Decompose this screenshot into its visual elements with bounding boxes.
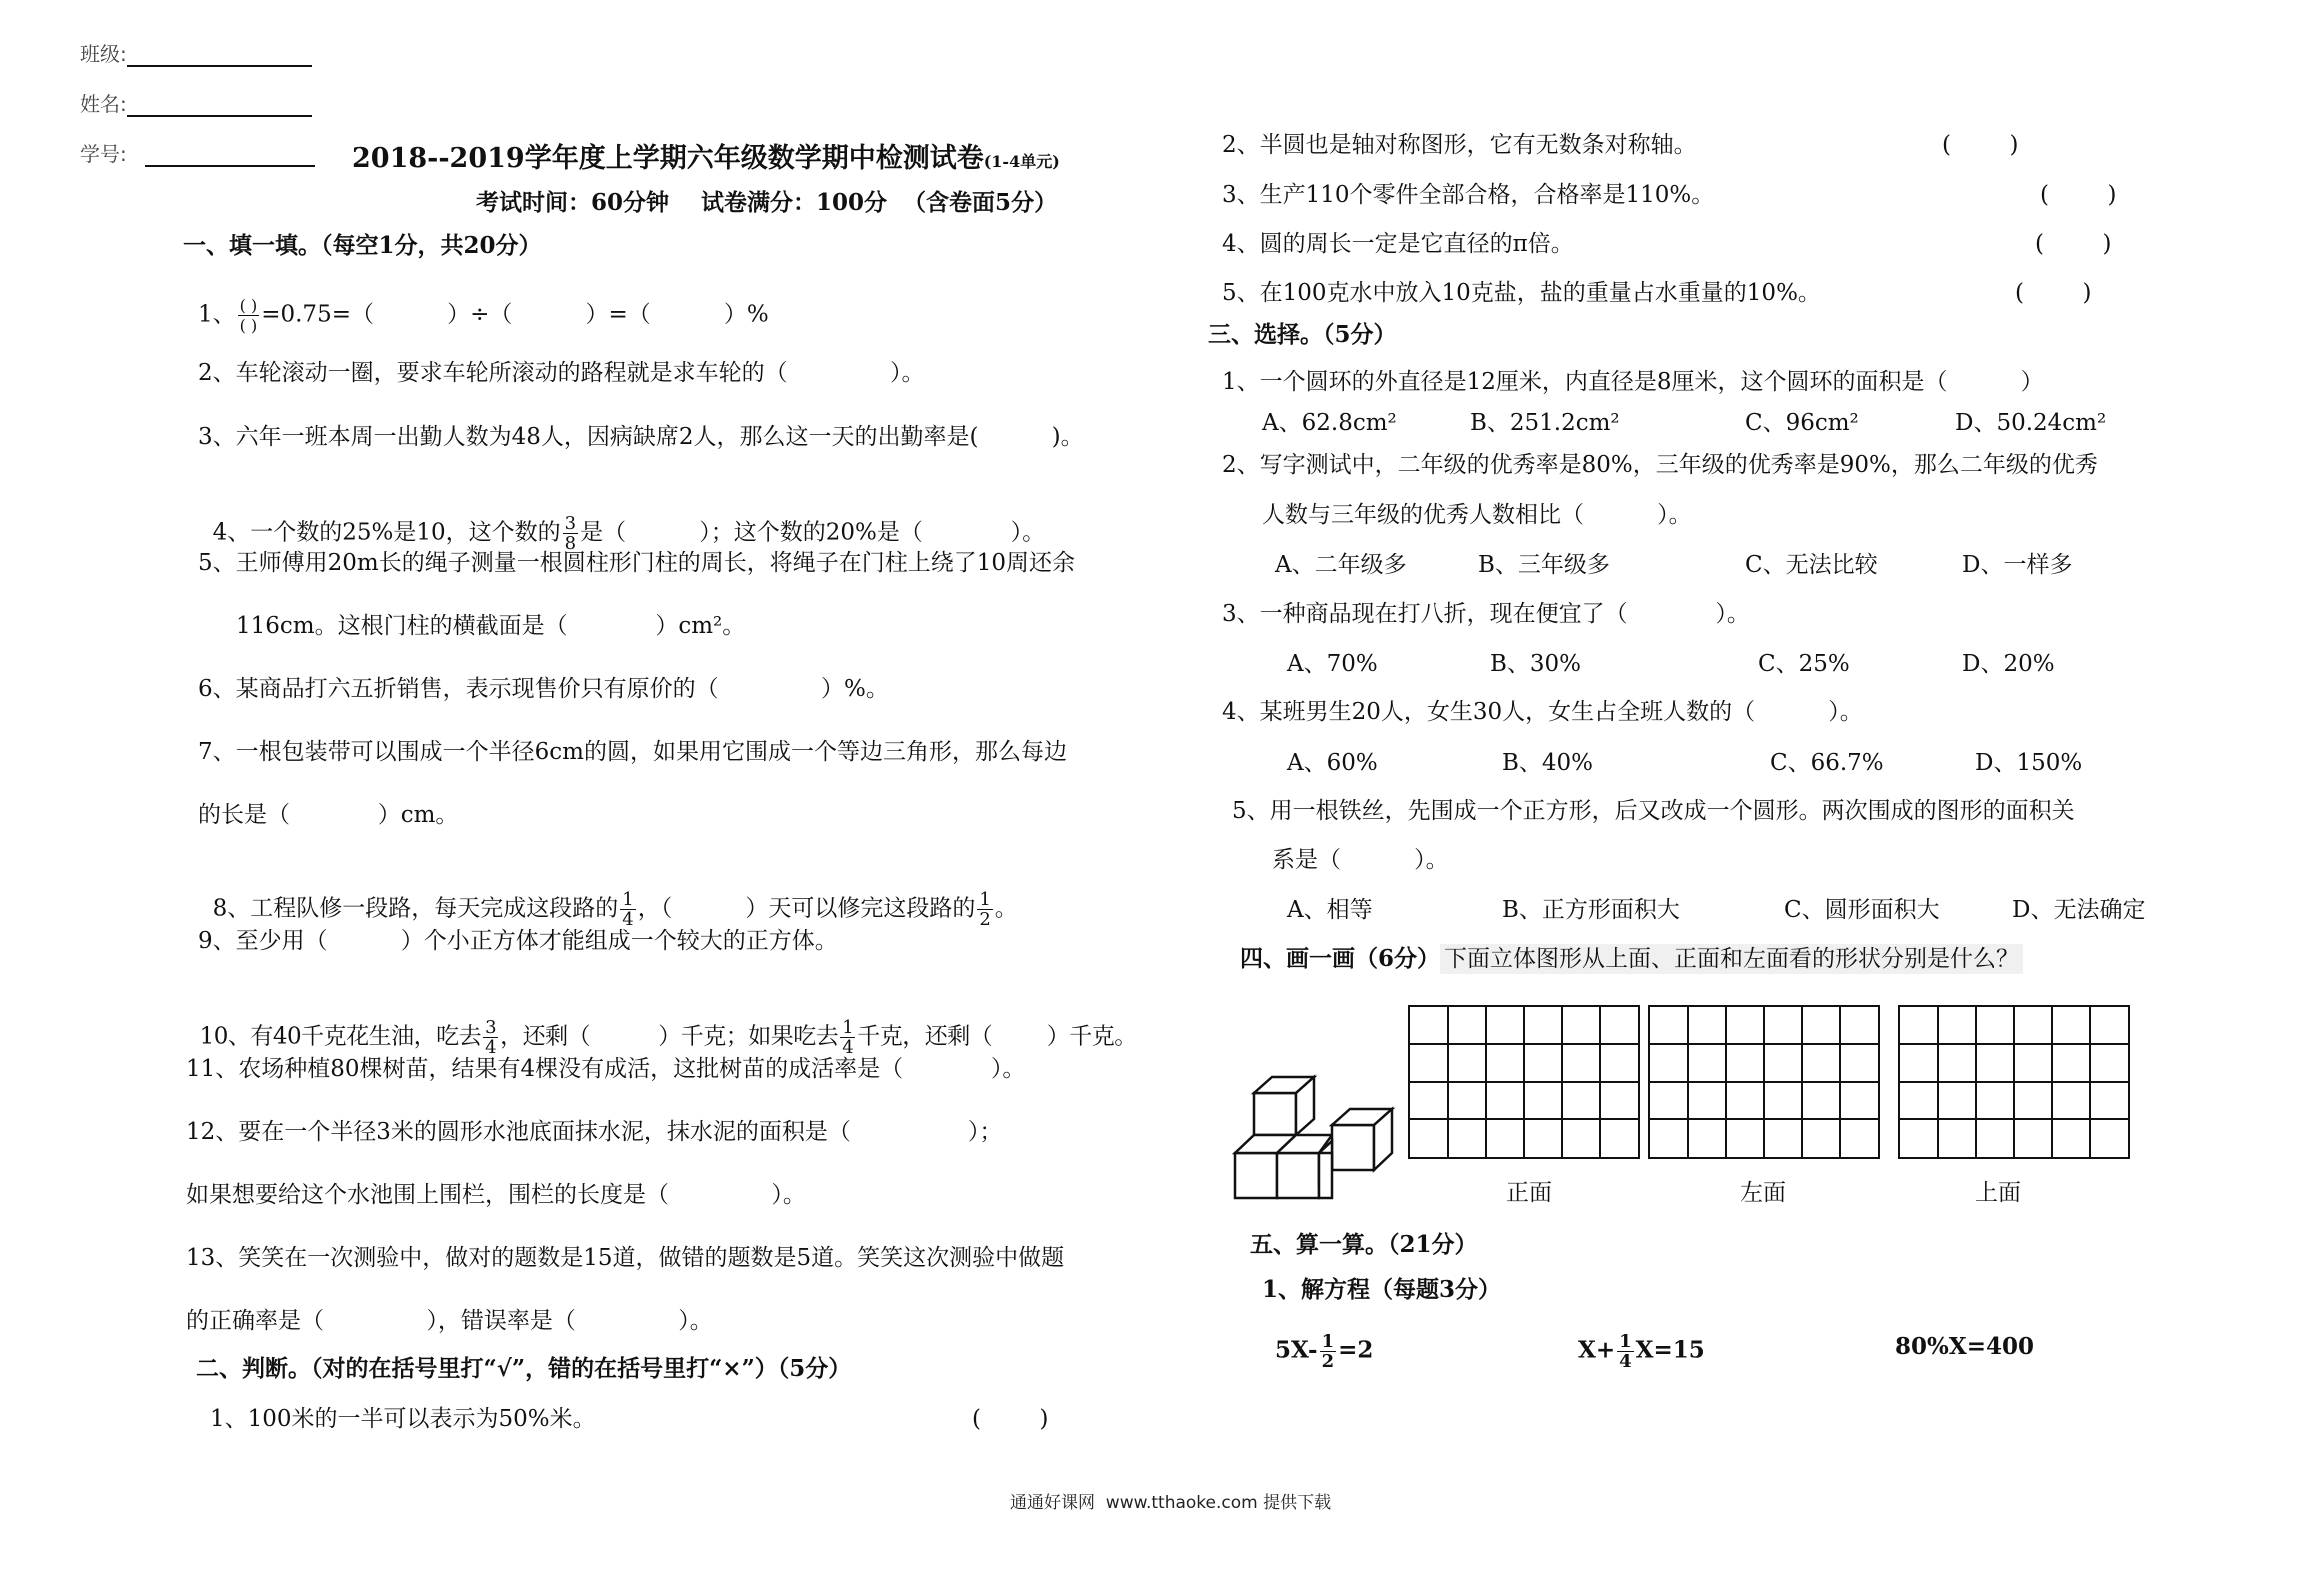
s3-q5-a: 5、用一根铁丝，先围成一个正方形，后又改成一个圆形。两次围成的图形的面积关	[1232, 798, 2075, 824]
s3-q1: 1、一个圆环的外直径是12厘米，内直径是8厘米，这个圆环的面积是（ ）	[1222, 369, 2044, 395]
eq1-num: 1	[1321, 1331, 1335, 1352]
s2-q5-paren: ( )	[2015, 280, 2092, 306]
s1-q13-b: 的正确率是（ ），错误率是（ ）。	[186, 1308, 713, 1334]
s1-q12-b: 如果想要给这个水池围上围栏，围栏的长度是（ ）。	[186, 1182, 806, 1208]
s2-q2-paren: ( )	[1942, 132, 2019, 158]
s3-q2-opt-c: C、无法比较	[1745, 552, 1878, 578]
s3-q1-opt-b: B、251.2cm²	[1470, 410, 1620, 436]
s2-q1: 1、100米的一半可以表示为50%米。	[210, 1406, 596, 1432]
label-left: 左面	[1740, 1180, 1786, 1206]
s3-q2-a: 2、写字测试中，二年级的优秀率是80%，三年级的优秀率是90%，那么二年级的优秀	[1222, 452, 2098, 478]
section4-prompt: 下面立体图形从上面、正面和左面看的形状分别是什么？	[1440, 944, 2023, 974]
s1-q7-b: 的长是（ ）cm。	[198, 802, 459, 828]
equation-2	[1578, 1332, 1705, 1371]
name-label: 姓名:	[80, 92, 127, 116]
s1-q8-den2: 2	[979, 909, 991, 930]
s1-q4-num: 3	[564, 513, 577, 534]
s1-q10-num1: 3	[485, 1017, 497, 1038]
s2-q3: 3、生产110个零件全部合格，合格率是110%。	[1222, 182, 1715, 208]
s1-q10-a: 10、有40千克花生油，吃去	[199, 1023, 482, 1050]
cube-back-right	[1332, 1125, 1374, 1170]
eq2-a: X+	[1578, 1336, 1616, 1364]
class-field	[80, 38, 312, 67]
exam-title	[352, 136, 1060, 175]
exam-title-note: (1-4单元)	[983, 152, 1060, 171]
s3-q3-opt-a: A、70%	[1287, 651, 1378, 677]
grid-front	[1408, 1005, 1640, 1159]
section2-heading: 二、判断。（对的在括号里打“√”，错的在括号里打“×”）（5分）	[196, 1355, 852, 1382]
eq2-b: X=15	[1635, 1336, 1705, 1364]
exam-info: 考试时间：60分钟 试卷满分：100分 （含卷面5分）	[476, 189, 1058, 216]
s2-q4: 4、圆的周长一定是它直径的π倍。	[1222, 231, 1574, 257]
s2-q2: 2、半圆也是轴对称图形，它有无数条对称轴。	[1222, 132, 1697, 158]
eq1-a: 5X-	[1275, 1336, 1318, 1364]
s3-q1-opt-a: A、62.8cm²	[1262, 410, 1397, 436]
s1-q8-b: ，（ ）天可以修完这段路的	[637, 895, 976, 922]
eq2-num: 1	[1619, 1331, 1632, 1352]
s3-q5-opt-c: C、圆形面积大	[1784, 897, 1940, 923]
s3-q3-opt-b: B、30%	[1490, 651, 1582, 677]
s1-q10	[186, 988, 1137, 1057]
grid-top	[1898, 1005, 2130, 1159]
footer-credit: 通通好课网 www.tthaoke.com 提供下载	[1010, 1493, 1332, 1513]
s1-q8-c: 。	[994, 895, 1018, 922]
equation-1	[1275, 1332, 1373, 1371]
s3-q3-opt-d: D、20%	[1962, 651, 2055, 677]
s3-q5-opt-a: A、相等	[1287, 897, 1373, 923]
s3-q2-opt-d: D、一样多	[1962, 552, 2073, 578]
s1-q10-c: 千克，还剩（ ）千克。	[857, 1023, 1137, 1050]
id-blank	[145, 143, 315, 167]
s3-q4: 4、某班男生20人，女生30人，女生占全班人数的（ ）。	[1222, 699, 1863, 725]
class-label: 班级:	[80, 42, 127, 66]
cube-bottom-mid	[1277, 1153, 1319, 1198]
s1-q6: 6、某商品打六五折销售，表示现售价只有原价的（ ）%。	[198, 676, 889, 702]
eq2-den: 4	[1619, 1351, 1632, 1372]
s1-q4-a: 4、一个数的25%是10，这个数的	[212, 519, 561, 546]
s3-q4-opt-a: A、60%	[1287, 750, 1378, 776]
s1-q2: 2、车轮滚动一圈，要求车轮所滚动的路程就是求车轮的（ ）。	[198, 360, 925, 386]
s1-q1	[198, 296, 769, 335]
s3-q2-opt-a: A、二年级多	[1275, 552, 1407, 578]
s1-q9: 9、至少用（ ）个小正方体才能组成一个较大的正方体。	[198, 928, 838, 954]
s1-q1-numerator: ( )	[239, 296, 258, 315]
s1-q8-a: 8、工程队修一段路，每天完成这段路的	[212, 895, 619, 922]
s2-q4-paren: ( )	[2035, 231, 2112, 257]
s1-q13-a: 13、笑笑在一次测验中，做对的题数是15道，做错的题数是5道。笑笑这次测验中做题	[186, 1245, 1065, 1271]
label-top: 上面	[1975, 1180, 2021, 1206]
name-blank	[127, 93, 312, 117]
s1-q7-a: 7、一根包装带可以围成一个半径6cm的圆，如果用它围成一个等边三角形，那么每边	[198, 739, 1067, 765]
grid-left	[1648, 1005, 1880, 1159]
s1-q8-num1: 1	[622, 889, 634, 910]
s1-q10-b: ，还剩（ ）千克；如果吃去	[500, 1023, 839, 1050]
s1-q11: 11、农场种植80棵树苗，结果有4棵没有成活，这批树苗的成活率是（ ）。	[186, 1056, 1026, 1082]
section5-sub: 1、解方程（每题3分）	[1262, 1276, 1502, 1303]
s2-q3-paren: ( )	[2040, 182, 2117, 208]
s1-q1-label: 1、	[198, 301, 236, 328]
id-field	[80, 138, 315, 167]
s1-q10-num2: 1	[842, 1017, 854, 1038]
section5-heading: 五、算一算。（21分）	[1250, 1231, 1478, 1258]
s3-q3-opt-c: C、25%	[1758, 651, 1850, 677]
s1-q5-a: 5、王师傅用20m长的绳子测量一根圆柱形门柱的周长，将绳子在门柱上绕了10周还余	[198, 550, 1075, 576]
s1-q4-den: 8	[564, 533, 577, 554]
s1-q1-denominator: ( )	[239, 316, 258, 335]
eq1-den: 2	[1321, 1351, 1335, 1372]
s3-q4-opt-b: B、40%	[1502, 750, 1594, 776]
name-field	[80, 88, 312, 117]
section1-heading: 一、填一填。（每空1分，共20分）	[183, 232, 542, 259]
s3-q1-opt-c: C、96cm²	[1745, 410, 1859, 436]
eq1-b: =2	[1338, 1336, 1374, 1364]
s1-q10-den1: 4	[485, 1037, 497, 1058]
equation-3: 80%X=400	[1895, 1333, 2034, 1360]
s1-q4-b: 是（ ）；这个数的20%是（ ）。	[580, 519, 1046, 546]
s3-q5-opt-b: B、正方形面积大	[1502, 897, 1680, 923]
s3-q2-opt-b: B、三年级多	[1478, 552, 1610, 578]
section3-heading: 三、选择。（5分）	[1208, 321, 1397, 348]
s3-q3: 3、一种商品现在打八折，现在便宜了（ ）。	[1222, 601, 1750, 627]
class-blank	[127, 43, 312, 67]
s3-q4-opt-c: C、66.7%	[1770, 750, 1884, 776]
s1-q10-den2: 4	[842, 1037, 854, 1058]
id-label: 学号:	[80, 142, 127, 166]
exam-title-text: 2018--2019学年度上学期六年级数学期中检测试卷	[352, 143, 984, 174]
s1-q8-den1: 4	[622, 909, 634, 930]
s1-q12-a: 12、要在一个半径3米的圆形水池底面抹水泥，抹水泥的面积是（ ）；	[186, 1119, 1003, 1145]
s3-q1-opt-d: D、50.24cm²	[1955, 410, 2107, 436]
s1-q1-rest: =0.75=（ ）÷（ ）=（ ）%	[261, 301, 769, 328]
cube-top-front	[1254, 1093, 1296, 1135]
s3-q5-opt-d: D、无法确定	[2012, 897, 2146, 923]
s3-q4-opt-d: D、150%	[1975, 750, 2083, 776]
s2-q1-paren: ( )	[972, 1406, 1049, 1432]
section4-heading-line	[1240, 944, 2023, 974]
cube-fill	[1319, 1153, 1332, 1198]
s1-q4	[198, 484, 1045, 553]
s3-q2-b: 人数与三年级的优秀人数相比（ ）。	[1262, 502, 1692, 528]
section4-heading: 四、画一画（6分）	[1240, 945, 1441, 972]
s1-q8-num2: 1	[979, 889, 991, 910]
cube-bottom-left	[1235, 1153, 1277, 1198]
s3-q5-b: 系是（ ）。	[1272, 847, 1449, 873]
s1-q5-b: 116cm。这根门柱的横截面是（ ）cm²。	[236, 613, 746, 639]
s1-q8	[198, 860, 1018, 929]
s2-q5: 5、在100克水中放入10克盐，盐的重量占水重量的10%。	[1222, 280, 1821, 306]
cube-figure	[1232, 1065, 1402, 1210]
s1-q3: 3、六年一班本周一出勤人数为48人，因病缺席2人，那么这一天的出勤率是( )。	[198, 424, 1084, 450]
label-front: 正面	[1506, 1180, 1552, 1206]
